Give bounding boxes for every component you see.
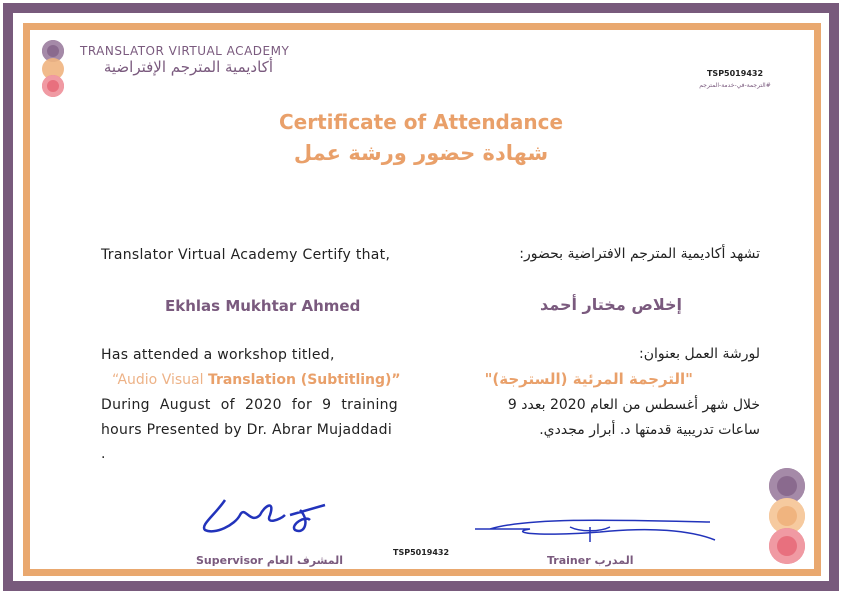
dot: . — [101, 446, 106, 462]
hashtag: #الترجمة-في-خدمة-المترجم — [699, 82, 771, 89]
trainer-signature — [470, 512, 720, 552]
logo-name-en: TRANSLATOR VIRTUAL ACADEMY — [80, 44, 290, 58]
workshop-title-en — [112, 372, 401, 388]
serial-number: TSP5019432 — [706, 69, 764, 78]
workshop-prefix: “Audio Visual — [112, 372, 208, 388]
workshop-main: Translation (Subtitling)” — [207, 372, 401, 388]
attended-ar: لورشة العمل بعنوان: — [639, 346, 760, 362]
presented-en: hours Presented by Dr. Abrar Mujaddadi — [101, 422, 393, 438]
logo-name-ar: أكاديمية المترجم الإفتراضية — [103, 58, 273, 76]
recipient-name-ar: إخلاص مختار أحمد — [540, 295, 682, 314]
during-ar: خلال شهر أغسطس من العام 2020 بعدد 9 — [507, 397, 760, 413]
during-en: During August of 2020 for 9 training — [101, 397, 398, 413]
title-en: Certificate of Attendance — [278, 110, 564, 134]
trainer-label: Trainer المدرب — [547, 554, 634, 567]
certify-ar: تشهد أكاديمية المترجم الافتراضية بحضور: — [519, 246, 760, 262]
supervisor-signature — [195, 495, 330, 540]
recipient-name-en: Ekhlas Mukhtar Ahmed — [165, 297, 361, 315]
certify-en: Translator Virtual Academy Certify that, — [101, 247, 391, 263]
attended-en: Has attended a workshop titled, — [101, 347, 335, 363]
title-ar: شهادة حضور ورشة عمل — [293, 141, 549, 165]
supervisor-label: Supervisor المشرف العام — [196, 554, 344, 567]
workshop-title-ar: "الترجمة المرئية (السترجة)" — [484, 370, 693, 388]
footer-serial: TSP5019432 — [393, 548, 450, 557]
presented-ar: ساعات تدريبية قدمتها د. أبرار مجددي. — [539, 422, 760, 438]
